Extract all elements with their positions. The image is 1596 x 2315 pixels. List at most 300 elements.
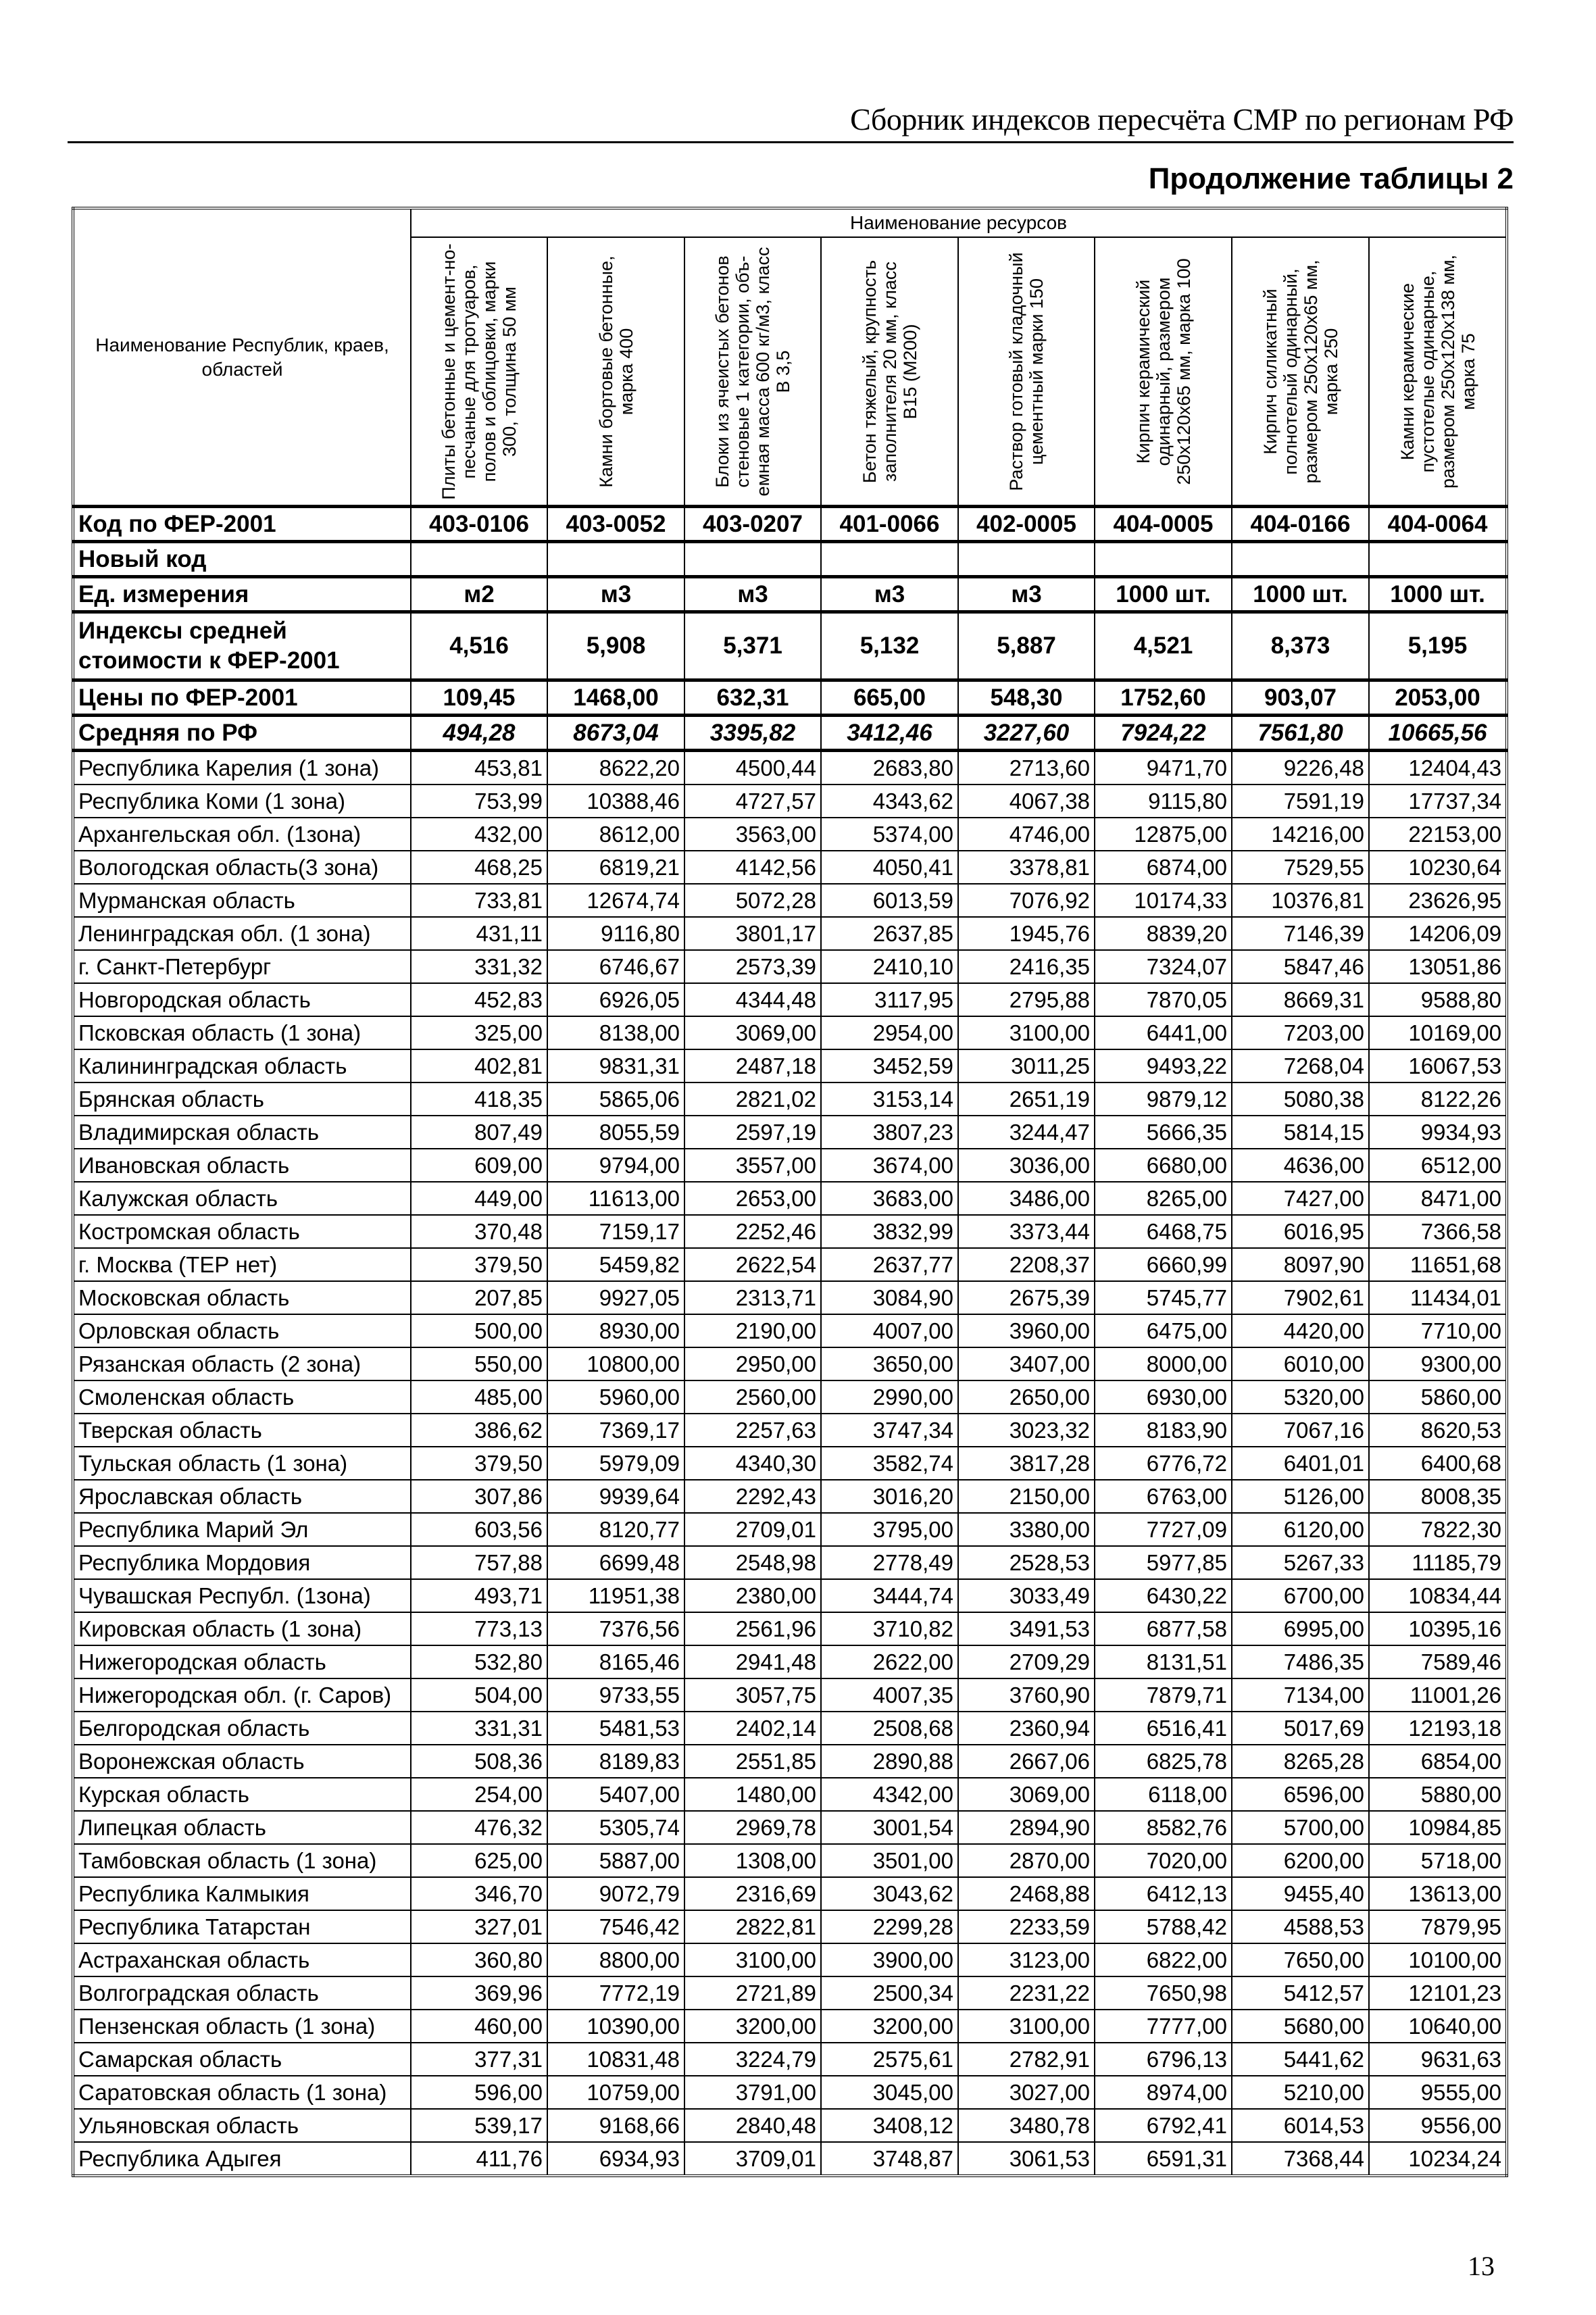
region-name: Новгородская область bbox=[73, 983, 411, 1016]
region-name: Орловская область bbox=[73, 1314, 411, 1347]
table-row bbox=[73, 1745, 1507, 1778]
price-cell: 2894,90 bbox=[958, 1811, 1095, 1844]
summary-cell bbox=[1369, 542, 1507, 577]
price-cell: 3748,87 bbox=[821, 2142, 958, 2176]
region-name: Республика Калмыкия bbox=[73, 1877, 411, 1910]
price-cell: 4746,00 bbox=[958, 818, 1095, 851]
price-cell: 6680,00 bbox=[1095, 1149, 1232, 1182]
price-cell: 2410,10 bbox=[821, 950, 958, 983]
region-name: Московская область bbox=[73, 1281, 411, 1314]
price-cell: 807,49 bbox=[411, 1116, 547, 1149]
price-cell: 6699,48 bbox=[547, 1546, 684, 1579]
resource-column-label: Блоки из ячеистых бетонов стеновые 1 категории, объ-емная масса 600 кг/м3, класс В 3,5 bbox=[712, 247, 793, 496]
price-cell: 7076,92 bbox=[958, 884, 1095, 917]
table-row bbox=[73, 1612, 1507, 1645]
price-cell: 6200,00 bbox=[1232, 1844, 1369, 1877]
price-cell: 2468,88 bbox=[958, 1877, 1095, 1910]
price-cell: 7727,09 bbox=[1095, 1513, 1232, 1546]
price-cell: 11434,01 bbox=[1369, 1281, 1507, 1314]
price-cell: 753,99 bbox=[411, 785, 547, 818]
price-cell: 460,00 bbox=[411, 2010, 547, 2043]
summary-row bbox=[73, 680, 1507, 716]
price-cell: 5374,00 bbox=[821, 818, 958, 851]
price-cell: 5017,69 bbox=[1232, 1712, 1369, 1745]
price-cell: 6014,53 bbox=[1232, 2109, 1369, 2142]
price-cell: 6596,00 bbox=[1232, 1778, 1369, 1811]
price-cell: 2870,00 bbox=[958, 1844, 1095, 1877]
price-cell: 3016,20 bbox=[821, 1480, 958, 1513]
price-cell: 3117,95 bbox=[821, 983, 958, 1016]
price-cell: 7591,19 bbox=[1232, 785, 1369, 818]
price-cell: 6934,93 bbox=[547, 2142, 684, 2176]
price-cell: 10984,85 bbox=[1369, 1811, 1507, 1844]
price-cell: 5865,06 bbox=[547, 1082, 684, 1116]
table-row bbox=[73, 1314, 1507, 1347]
price-cell: 327,01 bbox=[411, 1910, 547, 1943]
price-cell: 7134,00 bbox=[1232, 1678, 1369, 1712]
summary-cell: 903,07 bbox=[1232, 680, 1369, 716]
price-cell: 377,31 bbox=[411, 2043, 547, 2076]
summary-cell: 3412,46 bbox=[821, 716, 958, 751]
price-cell: 3795,00 bbox=[821, 1513, 958, 1546]
table-row bbox=[73, 2010, 1507, 2043]
table-row bbox=[73, 1678, 1507, 1712]
table-row bbox=[73, 1380, 1507, 1414]
summary-cell: 2053,00 bbox=[1369, 680, 1507, 716]
summary-cell: 401-0066 bbox=[821, 507, 958, 542]
price-cell: 325,00 bbox=[411, 1016, 547, 1049]
price-cell: 2380,00 bbox=[684, 1579, 821, 1612]
price-cell: 10174,33 bbox=[1095, 884, 1232, 917]
price-cell: 7650,00 bbox=[1232, 1943, 1369, 1976]
summary-cell: 3395,82 bbox=[684, 716, 821, 751]
price-cell: 453,81 bbox=[411, 751, 547, 785]
table-row bbox=[73, 785, 1507, 818]
price-cell: 2231,22 bbox=[958, 1976, 1095, 2010]
price-cell: 8930,00 bbox=[547, 1314, 684, 1347]
price-cell: 6874,00 bbox=[1095, 851, 1232, 884]
summary-row bbox=[73, 716, 1507, 751]
price-cell: 10234,24 bbox=[1369, 2142, 1507, 2176]
region-name: Псковская область (1 зона) bbox=[73, 1016, 411, 1049]
summary-row bbox=[73, 542, 1507, 577]
summary-cell: м3 bbox=[547, 577, 684, 612]
price-cell: 11951,38 bbox=[547, 1579, 684, 1612]
price-cell: 2782,91 bbox=[958, 2043, 1095, 2076]
resource-column-label: Камни бортовые бетонные, марка 400 bbox=[595, 255, 637, 488]
table-row bbox=[73, 983, 1507, 1016]
resource-column-label: Камни керамические пустотелые одинарные, размером 250х120х138 мм, марка 75 bbox=[1397, 254, 1478, 489]
price-cell: 3061,53 bbox=[958, 2142, 1095, 2176]
summary-row bbox=[73, 612, 1507, 680]
table-row bbox=[73, 1546, 1507, 1579]
price-cell: 2233,59 bbox=[958, 1910, 1095, 1943]
price-cell: 5979,09 bbox=[547, 1447, 684, 1480]
price-cell: 2622,00 bbox=[821, 1645, 958, 1678]
region-name: Нижегородская обл. (г. Саров) bbox=[73, 1678, 411, 1712]
price-cell: 6475,00 bbox=[1095, 1314, 1232, 1347]
price-cell: 6746,67 bbox=[547, 950, 684, 983]
price-cell: 9226,48 bbox=[1232, 751, 1369, 785]
price-cell: 3045,00 bbox=[821, 2076, 958, 2109]
price-cell: 733,81 bbox=[411, 884, 547, 917]
summary-cell: 402-0005 bbox=[958, 507, 1095, 542]
price-cell: 757,88 bbox=[411, 1546, 547, 1579]
price-cell: 8471,00 bbox=[1369, 1182, 1507, 1215]
price-cell: 3036,00 bbox=[958, 1149, 1095, 1182]
price-cell: 6930,00 bbox=[1095, 1380, 1232, 1414]
price-cell: 8120,77 bbox=[547, 1513, 684, 1546]
price-cell: 1945,76 bbox=[958, 917, 1095, 950]
price-cell: 2990,00 bbox=[821, 1380, 958, 1414]
price-cell: 3244,47 bbox=[958, 1116, 1095, 1149]
summary-cell: 4,521 bbox=[1095, 612, 1232, 680]
table-row bbox=[73, 1215, 1507, 1248]
price-cell: 2637,85 bbox=[821, 917, 958, 950]
resource-column-header bbox=[411, 237, 547, 507]
table-row bbox=[73, 1082, 1507, 1116]
price-cell: 9493,22 bbox=[1095, 1049, 1232, 1082]
price-cell: 5718,00 bbox=[1369, 1844, 1507, 1877]
price-cell: 2190,00 bbox=[684, 1314, 821, 1347]
price-cell: 3123,00 bbox=[958, 1943, 1095, 1976]
price-cell: 6877,58 bbox=[1095, 1612, 1232, 1645]
table-row bbox=[73, 1149, 1507, 1182]
price-cell: 6400,68 bbox=[1369, 1447, 1507, 1480]
price-cell: 7870,05 bbox=[1095, 983, 1232, 1016]
price-cell: 7427,00 bbox=[1232, 1182, 1369, 1215]
table-row bbox=[73, 1579, 1507, 1612]
price-cell: 3674,00 bbox=[821, 1149, 958, 1182]
price-cell: 7777,00 bbox=[1095, 2010, 1232, 2043]
summary-row-label: Цены по ФЕР-2001 bbox=[73, 680, 411, 716]
price-cell: 3100,00 bbox=[958, 1016, 1095, 1049]
price-cell: 485,00 bbox=[411, 1380, 547, 1414]
price-cell: 476,32 bbox=[411, 1811, 547, 1844]
price-cell: 4340,30 bbox=[684, 1447, 821, 1480]
price-cell: 2954,00 bbox=[821, 1016, 958, 1049]
price-cell: 6512,00 bbox=[1369, 1149, 1507, 1182]
price-cell: 10834,44 bbox=[1369, 1579, 1507, 1612]
price-cell: 7067,16 bbox=[1232, 1414, 1369, 1447]
price-cell: 7879,71 bbox=[1095, 1678, 1232, 1712]
price-cell: 3084,90 bbox=[821, 1281, 958, 1314]
region-name: Республика Карелия (1 зона) bbox=[73, 751, 411, 785]
price-cell: 346,70 bbox=[411, 1877, 547, 1910]
price-cell: 3153,14 bbox=[821, 1082, 958, 1116]
price-cell: 468,25 bbox=[411, 851, 547, 884]
summary-cell: 7561,80 bbox=[1232, 716, 1369, 751]
price-cell: 8055,59 bbox=[547, 1116, 684, 1149]
table-row bbox=[73, 1645, 1507, 1678]
price-cell: 5305,74 bbox=[547, 1811, 684, 1844]
price-cell: 6516,41 bbox=[1095, 1712, 1232, 1745]
table-row bbox=[73, 1712, 1507, 1745]
price-cell: 2713,60 bbox=[958, 751, 1095, 785]
price-cell: 5860,00 bbox=[1369, 1380, 1507, 1414]
price-cell: 2840,48 bbox=[684, 2109, 821, 2142]
price-cell: 5126,00 bbox=[1232, 1480, 1369, 1513]
summary-row bbox=[73, 507, 1507, 542]
resource-column-header bbox=[1095, 237, 1232, 507]
price-cell: 9115,80 bbox=[1095, 785, 1232, 818]
price-cell: 2709,29 bbox=[958, 1645, 1095, 1678]
price-cell: 9471,70 bbox=[1095, 751, 1232, 785]
price-cell: 7203,00 bbox=[1232, 1016, 1369, 1049]
price-cell: 3033,49 bbox=[958, 1579, 1095, 1612]
price-cell: 9831,31 bbox=[547, 1049, 684, 1082]
price-cell: 8131,51 bbox=[1095, 1645, 1232, 1678]
price-cell: 8138,00 bbox=[547, 1016, 684, 1049]
table-row bbox=[73, 1943, 1507, 1976]
price-cell: 2150,00 bbox=[958, 1480, 1095, 1513]
price-cell: 3408,12 bbox=[821, 2109, 958, 2142]
price-cell: 3057,75 bbox=[684, 1678, 821, 1712]
table-title: Продолжение таблицы 2 bbox=[1148, 162, 1514, 195]
region-name: Курская область bbox=[73, 1778, 411, 1811]
summary-cell bbox=[411, 542, 547, 577]
region-name: Костромская область bbox=[73, 1215, 411, 1248]
price-cell: 8265,00 bbox=[1095, 1182, 1232, 1215]
resource-column-header bbox=[821, 237, 958, 507]
price-cell: 307,86 bbox=[411, 1480, 547, 1513]
summary-cell: 5,908 bbox=[547, 612, 684, 680]
summary-cell: 1468,00 bbox=[547, 680, 684, 716]
price-cell: 2675,39 bbox=[958, 1281, 1095, 1314]
summary-cell: 403-0106 bbox=[411, 507, 547, 542]
price-cell: 3501,00 bbox=[821, 1844, 958, 1877]
price-cell: 9879,12 bbox=[1095, 1082, 1232, 1116]
price-cell: 2969,78 bbox=[684, 1811, 821, 1844]
price-cell: 4727,57 bbox=[684, 785, 821, 818]
price-cell: 2528,53 bbox=[958, 1546, 1095, 1579]
price-cell: 3380,00 bbox=[958, 1513, 1095, 1546]
price-cell: 8183,90 bbox=[1095, 1414, 1232, 1447]
region-name: г. Москва (ТЕР нет) bbox=[73, 1248, 411, 1281]
summary-cell: 404-0166 bbox=[1232, 507, 1369, 542]
price-cell: 2257,63 bbox=[684, 1414, 821, 1447]
region-name: Саратовская область (1 зона) bbox=[73, 2076, 411, 2109]
region-column-header: Наименование Республик, краев, областей bbox=[73, 208, 411, 507]
price-cell: 7366,58 bbox=[1369, 1215, 1507, 1248]
price-cell: 6118,00 bbox=[1095, 1778, 1232, 1811]
price-cell: 7369,17 bbox=[547, 1414, 684, 1447]
price-cell: 9555,00 bbox=[1369, 2076, 1507, 2109]
summary-row-label: Ед. измерения bbox=[73, 577, 411, 612]
price-cell: 9939,64 bbox=[547, 1480, 684, 1513]
price-cell: 9927,05 bbox=[547, 1281, 684, 1314]
price-cell: 10100,00 bbox=[1369, 1943, 1507, 1976]
price-cell: 6700,00 bbox=[1232, 1579, 1369, 1612]
price-cell: 5814,15 bbox=[1232, 1116, 1369, 1149]
table-row bbox=[73, 950, 1507, 983]
region-name: Владимирская область bbox=[73, 1116, 411, 1149]
region-name: Ульяновская область bbox=[73, 2109, 411, 2142]
price-cell: 5880,00 bbox=[1369, 1778, 1507, 1811]
region-name: Астраханская область bbox=[73, 1943, 411, 1976]
region-name: Кировская область (1 зона) bbox=[73, 1612, 411, 1645]
price-cell: 8974,00 bbox=[1095, 2076, 1232, 2109]
resource-column-header bbox=[1232, 237, 1369, 507]
price-cell: 11651,68 bbox=[1369, 1248, 1507, 1281]
price-cell: 369,96 bbox=[411, 1976, 547, 2010]
page-number: 13 bbox=[1468, 2251, 1495, 2281]
price-cell: 207,85 bbox=[411, 1281, 547, 1314]
price-cell: 2651,19 bbox=[958, 1082, 1095, 1116]
price-cell: 9934,93 bbox=[1369, 1116, 1507, 1149]
price-cell: 2573,39 bbox=[684, 950, 821, 983]
price-cell: 6792,41 bbox=[1095, 2109, 1232, 2142]
price-cell: 6796,13 bbox=[1095, 2043, 1232, 2076]
price-cell: 6776,72 bbox=[1095, 1447, 1232, 1480]
resource-column-header bbox=[958, 237, 1095, 507]
price-cell: 7376,56 bbox=[547, 1612, 684, 1645]
price-cell: 4342,00 bbox=[821, 1778, 958, 1811]
resource-column-header bbox=[547, 237, 684, 507]
region-name: Ярославская область bbox=[73, 1480, 411, 1513]
price-cell: 3480,78 bbox=[958, 2109, 1095, 2142]
region-name: Тульская область (1 зона) bbox=[73, 1447, 411, 1480]
price-cell: 5080,38 bbox=[1232, 1082, 1369, 1116]
region-name: Смоленская область bbox=[73, 1380, 411, 1414]
price-cell: 10376,81 bbox=[1232, 884, 1369, 917]
price-cell: 8122,26 bbox=[1369, 1082, 1507, 1116]
price-cell: 9733,55 bbox=[547, 1678, 684, 1712]
price-cell: 3650,00 bbox=[821, 1347, 958, 1380]
price-cell: 6430,22 bbox=[1095, 1579, 1232, 1612]
price-cell: 5887,00 bbox=[547, 1844, 684, 1877]
summary-cell: 8,373 bbox=[1232, 612, 1369, 680]
region-name: Липецкая область bbox=[73, 1811, 411, 1844]
price-cell: 3491,53 bbox=[958, 1612, 1095, 1645]
price-cell: 2548,98 bbox=[684, 1546, 821, 1579]
price-cell: 3373,44 bbox=[958, 1215, 1095, 1248]
summary-row-label: Новый код bbox=[73, 542, 411, 577]
summary-cell bbox=[821, 542, 958, 577]
price-cell: 532,80 bbox=[411, 1645, 547, 1678]
region-name: Ивановская область bbox=[73, 1149, 411, 1182]
price-cell: 7589,46 bbox=[1369, 1645, 1507, 1678]
price-cell: 3582,74 bbox=[821, 1447, 958, 1480]
price-cell: 13613,00 bbox=[1369, 1877, 1507, 1910]
price-cell: 9794,00 bbox=[547, 1149, 684, 1182]
price-cell: 432,00 bbox=[411, 818, 547, 851]
price-cell: 1480,00 bbox=[684, 1778, 821, 1811]
price-cell: 6120,00 bbox=[1232, 1513, 1369, 1546]
summary-cell: 404-0005 bbox=[1095, 507, 1232, 542]
summary-cell: 548,30 bbox=[958, 680, 1095, 716]
price-cell: 3709,01 bbox=[684, 2142, 821, 2176]
price-cell: 2316,69 bbox=[684, 1877, 821, 1910]
price-cell: 6854,00 bbox=[1369, 1745, 1507, 1778]
price-cell: 7268,04 bbox=[1232, 1049, 1369, 1082]
resource-column-label: Кирпич силикатный полнотелый одинарный, размером 250х120х65 мм, марка 250 bbox=[1260, 259, 1341, 484]
price-cell: 2822,81 bbox=[684, 1910, 821, 1943]
price-cell: 2597,19 bbox=[684, 1116, 821, 1149]
price-cell: 11185,79 bbox=[1369, 1546, 1507, 1579]
price-cell: 5407,00 bbox=[547, 1778, 684, 1811]
table-row bbox=[73, 1811, 1507, 1844]
summary-cell: 5,887 bbox=[958, 612, 1095, 680]
price-cell: 9631,63 bbox=[1369, 2043, 1507, 2076]
price-cell: 2721,89 bbox=[684, 1976, 821, 2010]
price-cell: 3710,82 bbox=[821, 1612, 958, 1645]
price-cell: 4050,41 bbox=[821, 851, 958, 884]
region-name: Нижегородская область bbox=[73, 1645, 411, 1678]
price-cell: 2208,37 bbox=[958, 1248, 1095, 1281]
table-row bbox=[73, 2043, 1507, 2076]
price-cell: 5210,00 bbox=[1232, 2076, 1369, 2109]
price-cell: 3069,00 bbox=[684, 1016, 821, 1049]
price-cell: 8582,76 bbox=[1095, 1811, 1232, 1844]
price-cell: 5320,00 bbox=[1232, 1380, 1369, 1414]
summary-row bbox=[73, 577, 1507, 612]
table-row bbox=[73, 1976, 1507, 2010]
price-cell: 3801,17 bbox=[684, 917, 821, 950]
price-cell: 379,50 bbox=[411, 1447, 547, 1480]
table-row bbox=[73, 1182, 1507, 1215]
price-cell: 4588,53 bbox=[1232, 1910, 1369, 1943]
price-cell: 3069,00 bbox=[958, 1778, 1095, 1811]
summary-cell: 7924,22 bbox=[1095, 716, 1232, 751]
price-cell: 2360,94 bbox=[958, 1712, 1095, 1745]
resource-column-header bbox=[1369, 237, 1507, 507]
price-cell: 5847,46 bbox=[1232, 950, 1369, 983]
price-cell: 8000,00 bbox=[1095, 1347, 1232, 1380]
price-cell: 596,00 bbox=[411, 2076, 547, 2109]
region-name: Калининградская область bbox=[73, 1049, 411, 1082]
price-cell: 2560,00 bbox=[684, 1380, 821, 1414]
price-cell: 3563,00 bbox=[684, 818, 821, 851]
price-cell: 609,00 bbox=[411, 1149, 547, 1182]
price-cell: 6763,00 bbox=[1095, 1480, 1232, 1513]
price-cell: 7902,61 bbox=[1232, 1281, 1369, 1314]
price-cell: 5745,77 bbox=[1095, 1281, 1232, 1314]
price-cell: 6013,59 bbox=[821, 884, 958, 917]
summary-cell: 8673,04 bbox=[547, 716, 684, 751]
price-cell: 7486,35 bbox=[1232, 1645, 1369, 1678]
price-cell: 7822,30 bbox=[1369, 1513, 1507, 1546]
price-cell: 5700,00 bbox=[1232, 1811, 1369, 1844]
price-cell: 402,81 bbox=[411, 1049, 547, 1082]
resource-column-label: Бетон тяжелый, крупность заполнителя 20 мм, класс В15 (М200) bbox=[859, 259, 920, 483]
summary-cell bbox=[547, 542, 684, 577]
region-name: г. Санкт-Петербург bbox=[73, 950, 411, 983]
price-cell: 2950,00 bbox=[684, 1347, 821, 1380]
price-cell: 2416,35 bbox=[958, 950, 1095, 983]
price-cell: 331,31 bbox=[411, 1712, 547, 1745]
region-name: Мурманская область bbox=[73, 884, 411, 917]
table-row bbox=[73, 1480, 1507, 1513]
price-cell: 7020,00 bbox=[1095, 1844, 1232, 1877]
price-cell: 17737,34 bbox=[1369, 785, 1507, 818]
price-cell: 2292,43 bbox=[684, 1480, 821, 1513]
price-cell: 2575,61 bbox=[821, 2043, 958, 2076]
price-cell: 2890,88 bbox=[821, 1745, 958, 1778]
price-cell: 3043,62 bbox=[821, 1877, 958, 1910]
table-row bbox=[73, 1877, 1507, 1910]
price-cell: 3100,00 bbox=[684, 1943, 821, 1976]
price-cell: 431,11 bbox=[411, 917, 547, 950]
table-row bbox=[73, 917, 1507, 950]
price-cell: 14216,00 bbox=[1232, 818, 1369, 851]
price-cell: 2667,06 bbox=[958, 1745, 1095, 1778]
table-row bbox=[73, 818, 1507, 851]
summary-cell: 3227,60 bbox=[958, 716, 1095, 751]
table-row bbox=[73, 751, 1507, 785]
price-cell: 23626,95 bbox=[1369, 884, 1507, 917]
price-cell: 2299,28 bbox=[821, 1910, 958, 1943]
